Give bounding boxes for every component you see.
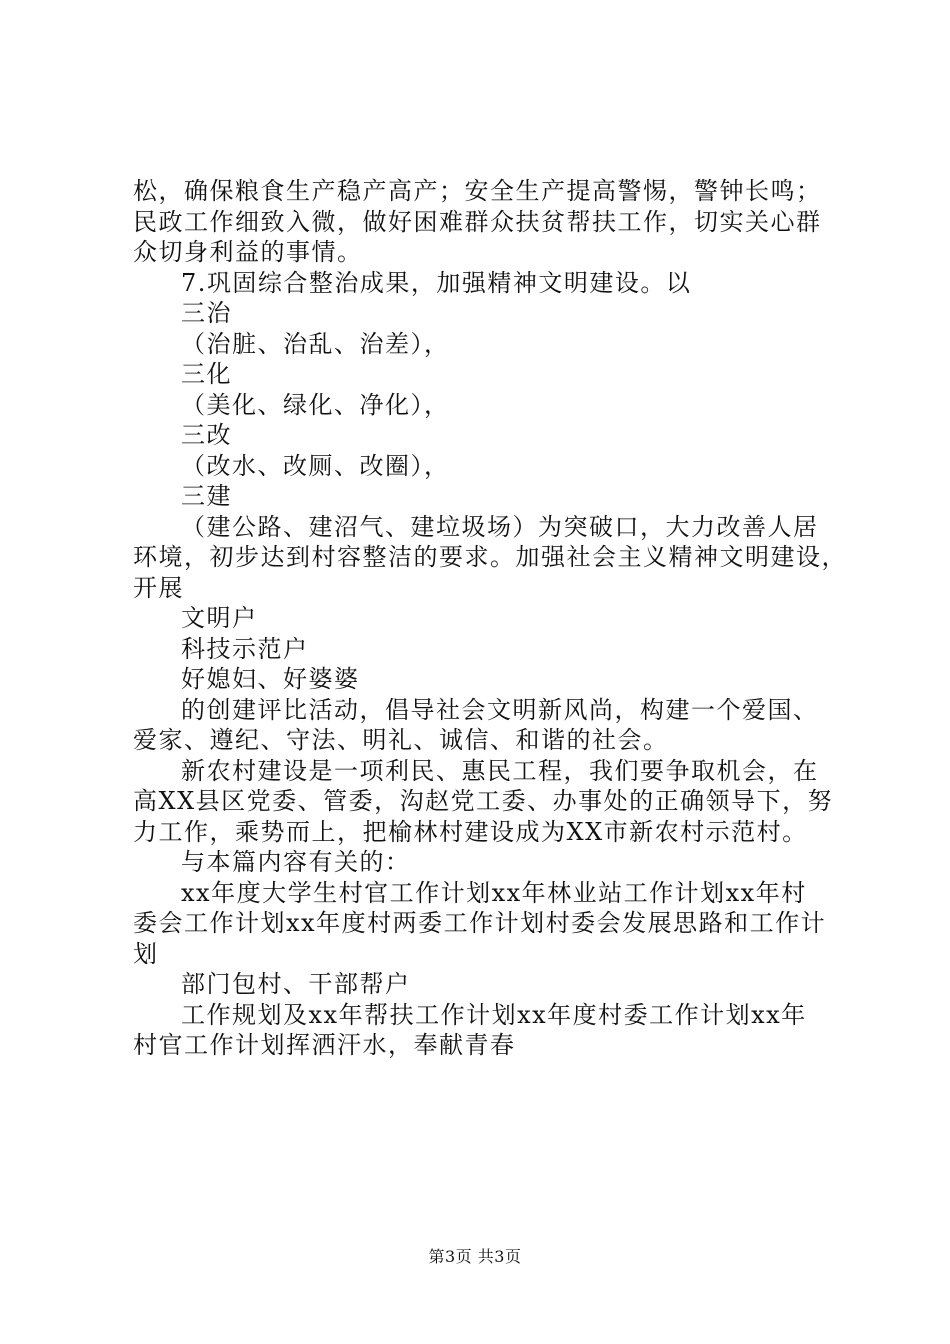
- text-line: 划: [133, 939, 159, 968]
- text-line: 的创建评比活动，倡导社会文明新风尚，构建一个爱国、: [181, 695, 819, 724]
- text-line: 松，确保粮食生产稳产高产；安全生产提高警惕，警钟长鸣；: [133, 177, 822, 205]
- text-line: 爱家、遵纪、守法、明礼、诚信、和谐的社会。: [133, 726, 669, 754]
- page-footer: 第3页 共3页: [428, 1247, 522, 1266]
- text-line: 环境，初步达到村容整洁的要求。加强社会主义精神文明建设，: [133, 543, 847, 571]
- text-line: 力工作，乘势而上，把榆林村建设成为XX市新农村示范村。: [133, 817, 808, 846]
- text-line: 开展: [133, 573, 184, 602]
- text-line: （改水、改厕、改圈），: [181, 451, 450, 480]
- text-line: 三建: [181, 482, 232, 510]
- text-line: 村官工作计划挥洒汗水，奉献青春: [133, 1031, 516, 1059]
- text-line: 文明户: [181, 604, 258, 632]
- text-line: 工作规划及xx年帮扶工作计划xx年度村委工作计划xx年: [181, 1000, 807, 1029]
- text-line: 好媳妇、好婆婆: [181, 665, 360, 693]
- text-line: 众切身利益的事情。: [133, 238, 363, 266]
- text-line: 7.巩固综合整治成果，加强精神文明建设。以: [181, 268, 692, 297]
- text-line: 三治: [181, 299, 232, 327]
- text-line: xx年度大学生村官工作计划xx年林业站工作计划xx年村: [181, 878, 807, 907]
- text-line: 科技示范户: [181, 634, 309, 663]
- body-text: [133, 176, 847, 1061]
- text-line: 委会工作计划xx年度村两委工作计划村委会发展思路和工作计: [133, 909, 827, 937]
- text-line: 高XX县区党委、管委，沟赵党工委、办事处的正确领导下，努: [133, 787, 834, 815]
- text-line: 部门包村、干部帮户: [181, 970, 411, 998]
- text-line: （建公路、建沼气、建垃圾场）为突破口，大力改善人居: [181, 512, 819, 541]
- text-line: 新农村建设是一项利民、惠民工程，我们要争取机会，在: [181, 756, 819, 785]
- text-line: （治脏、治乱、治差），: [181, 329, 450, 358]
- text-line: 民政工作细致入微，做好困难群众扶贫帮扶工作，切实关心群: [133, 207, 822, 236]
- text-line: 三化: [181, 360, 232, 388]
- text-line: 三改: [181, 421, 232, 449]
- text-line: （美化、绿化、净化），: [181, 390, 450, 419]
- text-line: 与本篇内容有关的：: [181, 848, 411, 876]
